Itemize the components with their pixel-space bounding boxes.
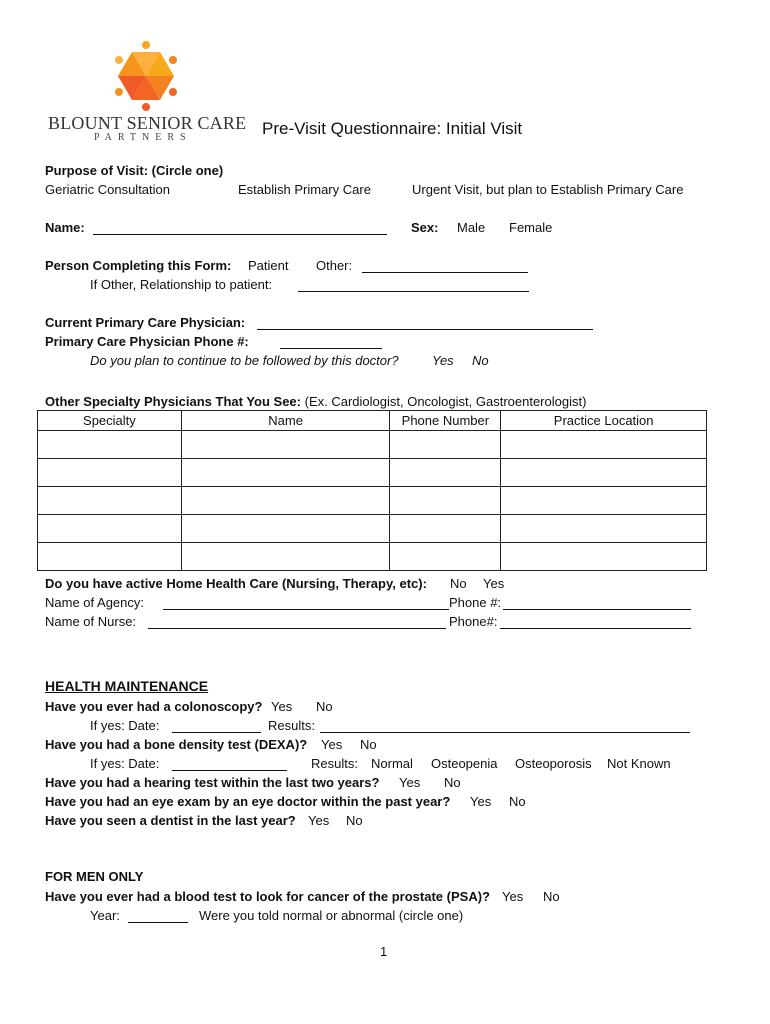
relationship-field[interactable]: [298, 291, 529, 292]
page-title: Pre-Visit Questionnaire: Initial Visit: [262, 119, 523, 138]
psa-year-field[interactable]: [128, 922, 188, 923]
cell-input[interactable]: [181, 431, 390, 459]
table-row: [38, 459, 707, 487]
eye-exam-question: Have you had an eye exam by an eye doctor within the past year?: [45, 794, 451, 809]
logo-subtitle: PARTNERS: [94, 132, 192, 143]
psa-result-question: Were you told normal or abnormal (circle one): [199, 908, 464, 923]
dexa-result-osteoporosis[interactable]: Osteoporosis: [515, 756, 592, 771]
psa-year-label: Year:: [90, 908, 120, 923]
agency-phone-label: Phone #:: [449, 595, 502, 610]
specialty-heading-line: [45, 394, 586, 410]
col-header-phone: Phone Number: [390, 411, 501, 431]
agency-phone-field[interactable]: [503, 609, 691, 610]
eye-exam-no[interactable]: No: [509, 794, 526, 809]
health-maintenance-heading: HEALTH MAINTENANCE: [45, 678, 209, 694]
dentist-no[interactable]: No: [346, 813, 363, 828]
colonoscopy-yes[interactable]: Yes: [271, 699, 293, 714]
purpose-option-urgent[interactable]: Urgent Visit, but plan to Establish Primary Care: [412, 182, 684, 197]
completing-option-patient[interactable]: Patient: [248, 258, 289, 273]
cell-input[interactable]: [501, 459, 707, 487]
table-row: [38, 431, 707, 459]
sex-option-male[interactable]: Male: [457, 220, 486, 235]
col-header-specialty: Specialty: [38, 411, 182, 431]
purpose-option-geriatric[interactable]: Geriatric Consultation: [45, 182, 170, 197]
cell-input[interactable]: [390, 487, 501, 515]
colonoscopy-results-label: Results:: [268, 718, 315, 733]
pcp-continue-question: Do you plan to continue to be followed by this doctor?: [90, 353, 399, 368]
psa-no[interactable]: No: [543, 889, 560, 904]
cell-input[interactable]: [390, 515, 501, 543]
hearing-no[interactable]: No: [444, 775, 461, 790]
agency-field[interactable]: [163, 609, 449, 610]
cell-input[interactable]: [501, 515, 707, 543]
cell-input[interactable]: [181, 515, 390, 543]
page-number: 1: [380, 944, 388, 959]
men-only-heading: FOR MEN ONLY: [45, 869, 144, 884]
pcp-label: Current Primary Care Physician:: [45, 315, 246, 330]
cell-input[interactable]: [390, 543, 501, 571]
cell-input[interactable]: [38, 487, 182, 515]
name-label: Name:: [45, 220, 85, 235]
table-row: [38, 515, 707, 543]
name-field[interactable]: [93, 234, 387, 235]
nurse-phone-field[interactable]: [500, 628, 691, 629]
psa-question: Have you ever had a blood test to look for cancer of the prostate (PSA)?: [45, 889, 490, 904]
dexa-date-label: If yes: Date:: [90, 756, 160, 771]
dexa-date-field[interactable]: [172, 770, 287, 771]
nurse-phone-label: Phone#:: [449, 614, 498, 629]
nurse-label: Name of Nurse:: [45, 614, 137, 629]
dexa-question: Have you had a bone density test (DEXA)?: [45, 737, 308, 752]
dexa-result-normal[interactable]: Normal: [371, 756, 413, 771]
purpose-label: Purpose of Visit: (Circle one): [45, 163, 224, 178]
cell-input[interactable]: [38, 515, 182, 543]
cell-input[interactable]: [181, 487, 390, 515]
pcp-phone-label: Primary Care Physician Phone #:: [45, 334, 249, 349]
colonoscopy-question: Have you ever had a colonoscopy?: [45, 699, 263, 714]
sex-option-female[interactable]: Female: [509, 220, 553, 235]
col-header-location: Practice Location: [501, 411, 707, 431]
pcp-continue-yes[interactable]: Yes: [432, 353, 454, 368]
psa-yes[interactable]: Yes: [502, 889, 524, 904]
hearing-yes[interactable]: Yes: [399, 775, 421, 790]
cell-input[interactable]: [390, 431, 501, 459]
pcp-phone-field[interactable]: [280, 348, 382, 349]
dentist-question: Have you seen a dentist in the last year?: [45, 813, 296, 828]
eye-exam-yes[interactable]: Yes: [470, 794, 492, 809]
specialty-example: (Ex. Cardiologist, Oncologist, Gastroenterologist): [304, 394, 587, 409]
home-health-yes[interactable]: Yes: [483, 576, 505, 591]
cell-input[interactable]: [181, 459, 390, 487]
dentist-yes[interactable]: Yes: [308, 813, 330, 828]
cell-input[interactable]: [38, 459, 182, 487]
table-row: [38, 487, 707, 515]
cell-input[interactable]: [501, 431, 707, 459]
dexa-yes[interactable]: Yes: [321, 737, 343, 752]
purpose-option-establish[interactable]: Establish Primary Care: [238, 182, 371, 197]
table-header-row: [38, 411, 707, 431]
cell-input[interactable]: [501, 543, 707, 571]
dexa-results-label: Results:: [311, 756, 358, 771]
dexa-result-osteopenia[interactable]: Osteopenia: [431, 756, 498, 771]
home-health-question: Do you have active Home Health Care (Nursing, Therapy, etc):: [45, 576, 427, 591]
other-field[interactable]: [362, 272, 528, 273]
specialty-heading: Other Specialty Physicians That You See:: [45, 394, 301, 409]
dexa-no[interactable]: No: [360, 737, 377, 752]
dexa-result-not-known[interactable]: Not Known: [607, 756, 671, 771]
hearing-question: Have you had a hearing test within the last two years?: [45, 775, 380, 790]
nurse-field[interactable]: [148, 628, 446, 629]
colonoscopy-no[interactable]: No: [316, 699, 333, 714]
cell-input[interactable]: [38, 431, 182, 459]
colonoscopy-date-field[interactable]: [172, 732, 261, 733]
colonoscopy-results-field[interactable]: [320, 732, 690, 733]
logo-name: BLOUNT SENIOR CARE: [48, 113, 247, 133]
completing-label: Person Completing this Form:: [45, 258, 232, 273]
home-health-no[interactable]: No: [450, 576, 467, 591]
table-row: [38, 543, 707, 571]
completing-option-other[interactable]: Other:: [316, 258, 353, 273]
pcp-field[interactable]: [257, 329, 593, 330]
specialty-table: [37, 410, 707, 571]
cell-input[interactable]: [38, 543, 182, 571]
agency-label: Name of Agency:: [45, 595, 144, 610]
cell-input[interactable]: [390, 459, 501, 487]
colonoscopy-date-label: If yes: Date:: [90, 718, 160, 733]
col-header-name: Name: [181, 411, 390, 431]
relationship-label: If Other, Relationship to patient:: [90, 277, 273, 292]
cell-input[interactable]: [501, 487, 707, 515]
cell-input[interactable]: [181, 543, 390, 571]
pcp-continue-no[interactable]: No: [472, 353, 489, 368]
sex-label: Sex:: [411, 220, 439, 235]
